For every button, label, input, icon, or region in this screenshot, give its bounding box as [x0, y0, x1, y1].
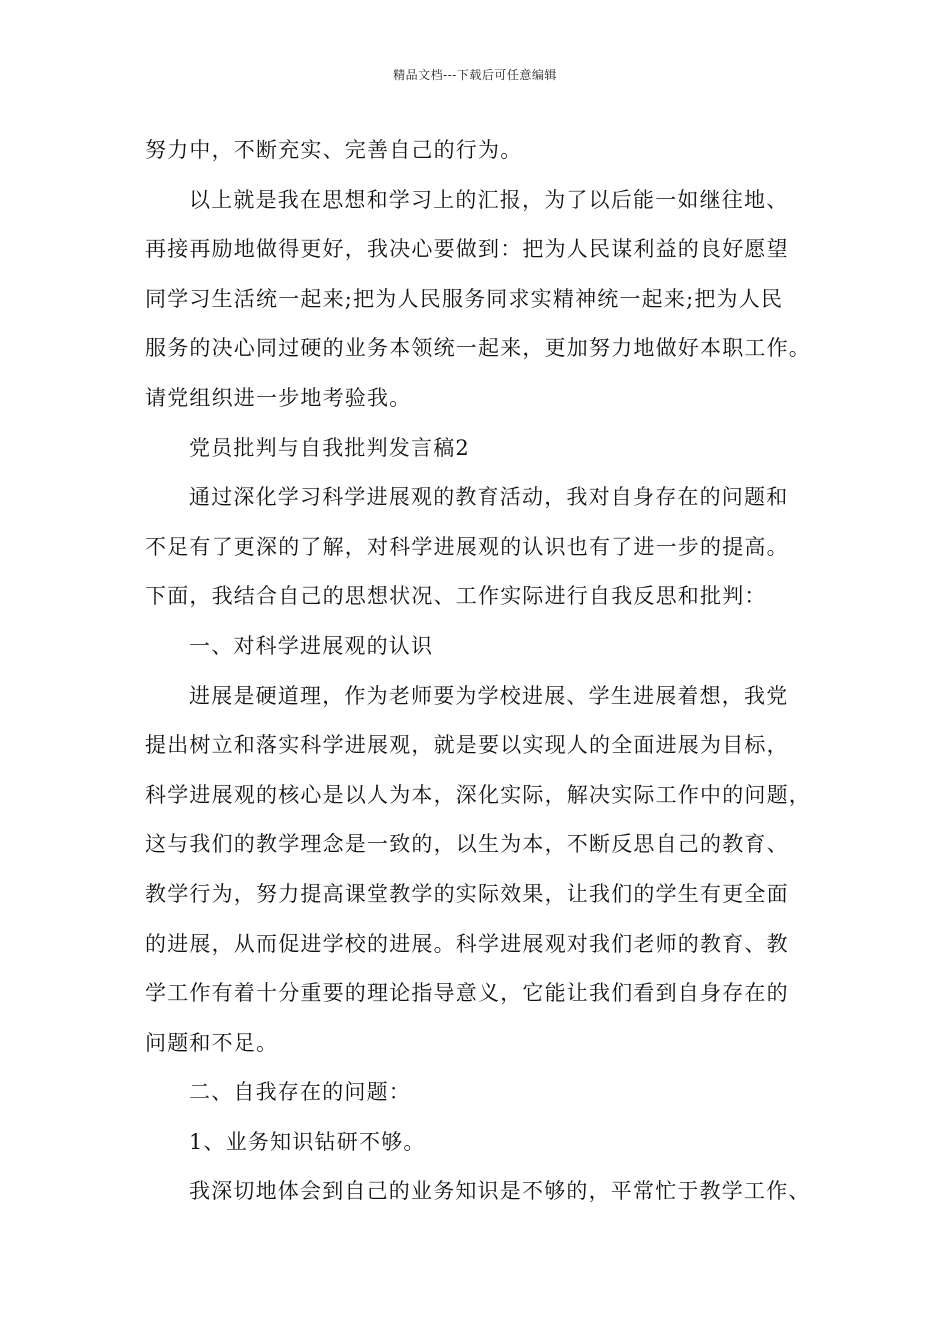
text-line: 科学进展观的核心是以人为本，深化实际，解决实际工作中的问题，	[145, 782, 811, 807]
text-line: 请党组织进一步地考验我。	[145, 385, 412, 410]
text-line: 问题和不足。	[145, 1030, 279, 1055]
text-line: 下面，我结合自己的思想状况、工作实际进行自我反思和批判：	[145, 584, 767, 609]
paragraph-start: 我深切地体会到自己的业务知识是不够的，平常忙于教学工作、	[189, 1179, 811, 1204]
section-title: 党员批判与自我批判发言稿2	[189, 435, 470, 460]
paragraph-start: 通过深化学习科学进展观的教育活动，我对自身存在的问题和	[189, 485, 789, 510]
text-line: 这与我们的教学理念是一致的，以生为本，不断反思自己的教育、	[145, 832, 789, 857]
document-body	[145, 126, 825, 1217]
text-line: 努力中，不断充实、完善自己的行为。	[145, 138, 523, 162]
text-line: 服务的决心同过硬的业务本领统一起来，更加努力地做好本职工作。	[145, 336, 811, 361]
section-heading: 一、对科学进展观的认识	[189, 633, 434, 658]
subsection-heading: 1、业务知识钻研不够。	[189, 1129, 426, 1154]
text-line: 教学行为，努力提高课堂教学的实际效果，让我们的学生有更全面	[145, 881, 789, 906]
text-line: 学工作有着十分重要的理论指导意义，它能让我们看到自身存在的	[145, 981, 789, 1006]
text-line: 的进展，从而促进学校的进展。科学进展观对我们老师的教育、教	[145, 931, 789, 956]
section-heading: 二、自我存在的问题：	[189, 1080, 411, 1105]
paragraph-start: 以上就是我在思想和学习上的汇报，为了以后能一如继往地、	[189, 187, 789, 212]
page-header: 精品文档---下载后可任意编辑	[393, 68, 557, 82]
paragraph-start: 进展是硬道理，作为老师要为学校进展、学生进展着想，我党	[189, 683, 789, 708]
text-line: 提出树立和落实科学进展观，就是要以实现人的全面进展为目标，	[145, 733, 789, 758]
text-line: 同学习生活统一起来;把为人民服务同求实精神统一起来;把为人民	[145, 286, 784, 311]
text-line: 不足有了更深的了解，对科学进展观的认识也有了进一步的提高。	[145, 534, 789, 559]
text-line: 再接再励地做得更好，我决心要做到：把为人民谋利益的良好愿望	[145, 237, 789, 262]
